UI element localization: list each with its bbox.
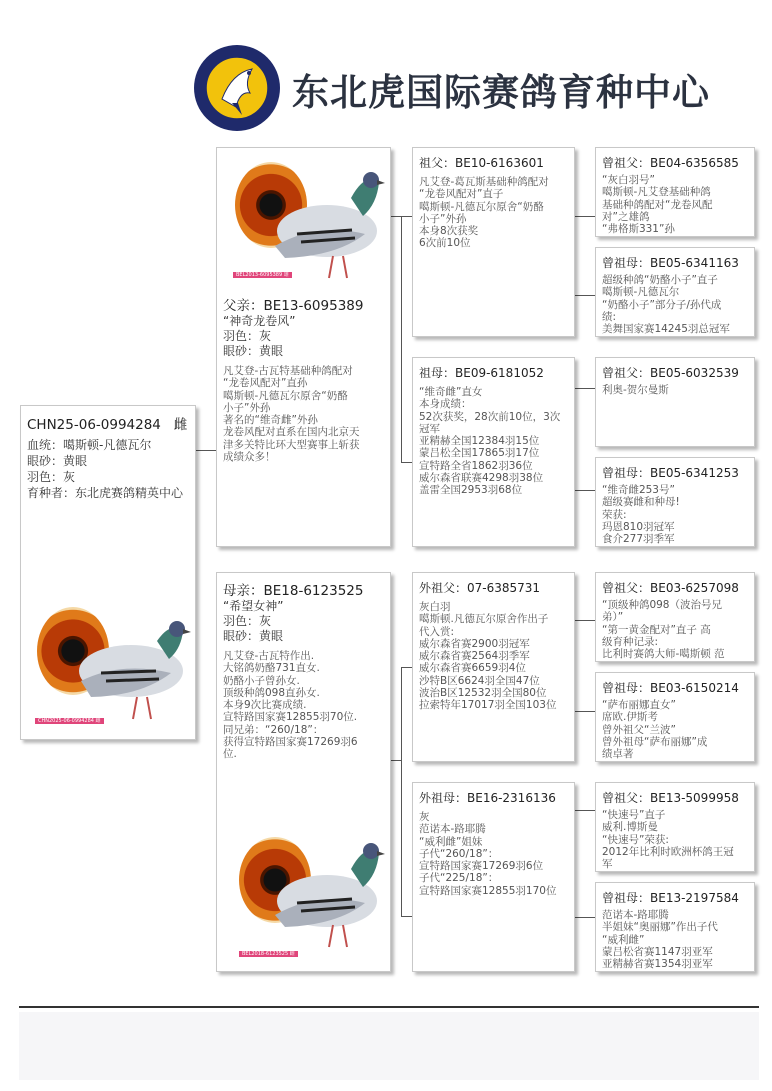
sire-attr: 羽色：灰 xyxy=(223,329,272,343)
great-grandparent-line: 美舞国家赛14245羽总冠军 xyxy=(602,323,730,336)
great-grandparent-title: 曾祖父：BE03-6257098 xyxy=(602,581,739,595)
great-grandparent-line: 亚精赫省赛1354羽亚军 xyxy=(602,958,713,971)
great-grandparent-card xyxy=(595,457,755,547)
great-grandparent-title: 曾祖母：BE03-6150214 xyxy=(602,681,739,695)
sire-line: 小子”外孙 xyxy=(223,401,271,414)
great-grandparent-line: 食介277羽季军 xyxy=(602,533,675,546)
great-grandparent-line: 弟）” xyxy=(602,611,624,624)
great-grandparent-line: “弗格斯331”孙 xyxy=(602,223,675,236)
great-grandparent-title: 曾祖母：BE05-6341253 xyxy=(602,466,739,480)
great-grandparent-line: 曾外祖母“萨布丽娜”成 xyxy=(602,735,708,748)
grandparent-title: 外祖母：BE16-2316136 xyxy=(419,791,556,805)
great-grandparent-line: “顶级种鸽098（波治号兄 xyxy=(602,599,722,611)
grandparent-title: 外祖父：07-6385731 xyxy=(419,581,541,595)
grandparent-line: 威尔森省赛6659羽4位 xyxy=(419,662,526,675)
great-grandparent-line: 利奥-贺尔曼斯 xyxy=(602,384,669,396)
great-grandparent-line: “第一黄金配对”直子 高 xyxy=(602,623,711,636)
footer-divider xyxy=(19,1006,759,1008)
grandparent-line: “龙卷风配对”直子 xyxy=(419,188,504,201)
grandparent-line: “威利雌”姐妹 xyxy=(419,835,483,848)
grandparent-line: 小子”外孙 xyxy=(419,212,467,225)
grandparent-line: 宣特路国家赛17269羽6位 xyxy=(419,860,544,873)
subject-card xyxy=(20,405,196,740)
grandparent-title: 祖母：BE09-6181052 xyxy=(419,366,544,380)
grandparent-line: 宣特路全省1862羽36位 xyxy=(419,459,533,472)
sire-line: 凡艾登-古瓦特基础种鸽配对 xyxy=(223,365,353,377)
great-grandparent-card xyxy=(595,572,755,662)
dam-pigeon-photo xyxy=(257,829,387,954)
great-grandparent-line: 半姐妹“奥丽娜”作出子代 xyxy=(602,921,718,934)
great-grandparent-line: “威利雌” xyxy=(602,933,645,946)
great-grandparent-line: 绩卓著 xyxy=(602,748,634,761)
great-grandparent-line: 军 xyxy=(602,858,613,871)
grandparent-line: 子代“260/18”： xyxy=(419,847,499,860)
sire-line: “龙卷风配对”直孙 xyxy=(223,377,308,390)
subject-photo-tag: CHN2025-06-0994284 雌 xyxy=(35,718,104,724)
great-grandparent-title: 曾祖父：BE13-5099958 xyxy=(602,791,739,805)
great-grandparent-line: 级育种记录: xyxy=(602,635,659,648)
great-grandparent-line: 席欧.伊斯考 xyxy=(602,711,658,724)
grandparent-line: 亚精赫全国12384羽15位 xyxy=(419,435,540,448)
sire-title: 父亲：BE13-6095389 xyxy=(223,298,364,314)
great-grandparent-line: “快速号”荣获: xyxy=(602,833,669,846)
great-grandparent-line: 对”之雄鸽 xyxy=(602,210,650,223)
dam-line: 凡艾登-古瓦特作出. xyxy=(223,650,315,662)
great-grandparent-line: “萨布丽娜直女” xyxy=(602,699,676,711)
dam-line: 本身9次比赛成绩. xyxy=(223,699,307,712)
great-grandparent-card xyxy=(595,882,755,972)
subject-header xyxy=(21,406,195,433)
subject-ring: CHN25-06-0994284 xyxy=(27,417,161,433)
grandparent-line: 子代“225/18”： xyxy=(419,872,499,885)
sire-card xyxy=(216,147,391,547)
great-grandparent-line: 范诺本-路耶腾 xyxy=(602,909,669,921)
sire-line: 著名的“维奇雌”外孙 xyxy=(223,414,318,427)
sire-pigeon-photo xyxy=(257,156,387,286)
great-grandparent-line: 噶斯顿-凡艾登基础种鸽 xyxy=(602,186,711,199)
grandparent-card xyxy=(412,782,575,972)
dam-line: 大铭鸽奶酪731直女. xyxy=(223,662,320,675)
grandparent-card xyxy=(412,147,575,337)
great-grandparent-line: 玛恩810羽冠军 xyxy=(602,520,675,533)
grandparent-line: 拉索特年17017羽全国103位 xyxy=(419,699,557,712)
great-grandparent-line: 超级赛雌和种母! xyxy=(602,496,680,509)
dam-line: 位. xyxy=(223,748,237,761)
dam-card xyxy=(216,572,391,972)
grandparent-line: 灰 xyxy=(419,811,430,823)
sire-line: 龙卷风配对直系在国内北京天 xyxy=(223,426,360,439)
great-grandparent-line: 2012年比利时欧洲杯鸽王冠 xyxy=(602,845,734,858)
great-grandparent-card xyxy=(595,782,755,872)
great-grandparent-line: 荣获: xyxy=(602,508,627,521)
dam-photo-tag: BEL2018-6123525 雌 xyxy=(239,951,298,957)
subject-line: 育种者：东北虎赛鸽精英中心 xyxy=(27,486,184,500)
great-grandparent-line: “奶酪小子”部分子/孙代成 xyxy=(602,298,722,311)
subject-line: 眼砂：黄眼 xyxy=(27,454,88,468)
sire-line: 成绩众多！ xyxy=(223,451,276,464)
dam-name: “希望女神” xyxy=(223,599,284,613)
subject-line: 血统：噶斯顿-凡德瓦尔 xyxy=(27,438,152,452)
sire-line: 噶斯顿-凡德瓦尔原舍“奶酪 xyxy=(223,389,348,402)
sire-attr: 眼砂：黄眼 xyxy=(223,344,284,358)
grandparent-line: 宣特路国家赛12855羽170位 xyxy=(419,884,557,897)
grandparent-title: 祖父：BE10-6163601 xyxy=(419,156,544,170)
great-grandparent-line: 超级种鸽“奶酪小子”直子 xyxy=(602,274,718,286)
great-grandparent-title: 曾祖母：BE05-6341163 xyxy=(602,256,739,270)
dam-line: 同兄弟：“260/18”： xyxy=(223,723,324,736)
great-grandparent-line: “快速号”直子 xyxy=(602,809,666,821)
dam-line: 宣特路国家赛12855羽70位. xyxy=(223,711,358,724)
grandparent-line: 威尔森省赛2564羽季军 xyxy=(419,650,530,663)
grandparent-line: 6次前10位 xyxy=(419,237,471,250)
grandparent-line: 波治B区12532羽全国80位 xyxy=(419,687,547,700)
dam-attr: 羽色：灰 xyxy=(223,614,272,628)
great-grandparent-line: 威利.博斯曼 xyxy=(602,821,658,834)
sire-line: 津多关特比环大型赛事上斩获 xyxy=(223,438,360,451)
grandparent-line: 威尔森省赛2900羽冠军 xyxy=(419,637,530,650)
grandparent-line: “维奇雌”直女 xyxy=(419,386,483,398)
great-grandparent-line: 曾外祖父“兰波” xyxy=(602,723,676,736)
grandparent-line: 噶斯顿-凡德瓦尔原舍“奶酪 xyxy=(419,200,544,213)
great-grandparent-line: 绩: xyxy=(602,310,617,323)
grandparent-card xyxy=(412,572,575,762)
grandparent-line: 沙特B区6624羽全国47位 xyxy=(419,674,540,687)
grandparent-card xyxy=(412,357,575,547)
subject-pigeon-photo xyxy=(61,601,191,729)
great-grandparent-card xyxy=(595,147,755,237)
grandparent-line: 冠军 xyxy=(419,422,440,435)
logo-emblem xyxy=(192,43,282,133)
grandparent-line: 凡艾登-葛瓦斯基础种鸽配对 xyxy=(419,176,549,188)
great-grandparent-line: 蒙吕松省赛1147羽亚军 xyxy=(602,945,713,958)
grandparent-line: 灰白羽 xyxy=(419,601,451,613)
great-grandparent-card xyxy=(595,672,755,762)
great-grandparent-title: 曾祖父：BE04-6356585 xyxy=(602,156,739,170)
great-grandparent-line: 比利时赛鸽大师-噶斯顿 范 xyxy=(602,648,725,661)
great-grandparent-line: “灰白羽号” xyxy=(602,174,655,186)
dam-line: 顶级种鸽098直孙女. xyxy=(223,686,320,699)
grandparent-line: 本身8次获奖 xyxy=(419,225,479,238)
grandparent-line: 本身成绩： xyxy=(419,398,472,411)
grandparent-line: 噶斯顿.凡德瓦尔原舍作出子 xyxy=(419,613,549,626)
great-grandparent-title: 曾祖父：BE05-6032539 xyxy=(602,366,739,380)
sire-photo-tag: BEL2013-6095389 雄 xyxy=(233,272,292,278)
footer-band xyxy=(19,1012,759,1080)
page-title: 东北虎国际赛鸽育种中心 xyxy=(292,71,710,114)
dam-attr: 眼砂：黄眼 xyxy=(223,629,284,643)
grandparent-line: 威尔森省联赛4298羽38位 xyxy=(419,472,544,485)
grandparent-line: 52次获奖，28次前10位，3次 xyxy=(419,410,561,423)
great-grandparent-card xyxy=(595,247,755,337)
great-grandparent-line: 基础种鸽配对“龙卷风配 xyxy=(602,198,713,211)
subject-sex: 雌 xyxy=(173,417,188,433)
great-grandparent-line: 噶斯顿-凡德瓦尔 xyxy=(602,286,680,299)
grandparent-line: 蒙吕松全国17865羽17位 xyxy=(419,447,540,460)
great-grandparent-card xyxy=(595,357,755,447)
sire-name: “神奇龙卷风” xyxy=(223,314,296,328)
subject-line: 羽色：灰 xyxy=(27,470,76,484)
grandparent-line: 代入赏: xyxy=(419,625,455,638)
great-grandparent-line: “维奇雌253号” xyxy=(602,484,675,496)
great-grandparent-title: 曾祖母：BE13-2197584 xyxy=(602,891,739,905)
dam-line: 奶酪小子曾孙女. xyxy=(223,674,300,687)
grandparent-line: 范诺本-路耶腾 xyxy=(419,823,486,836)
dam-title: 母亲：BE18-6123525 xyxy=(223,583,364,599)
dam-line: 获得宣特路国家赛17269羽6 xyxy=(223,736,358,749)
grandparent-line: 盖雷全国2953羽68位 xyxy=(419,484,523,497)
